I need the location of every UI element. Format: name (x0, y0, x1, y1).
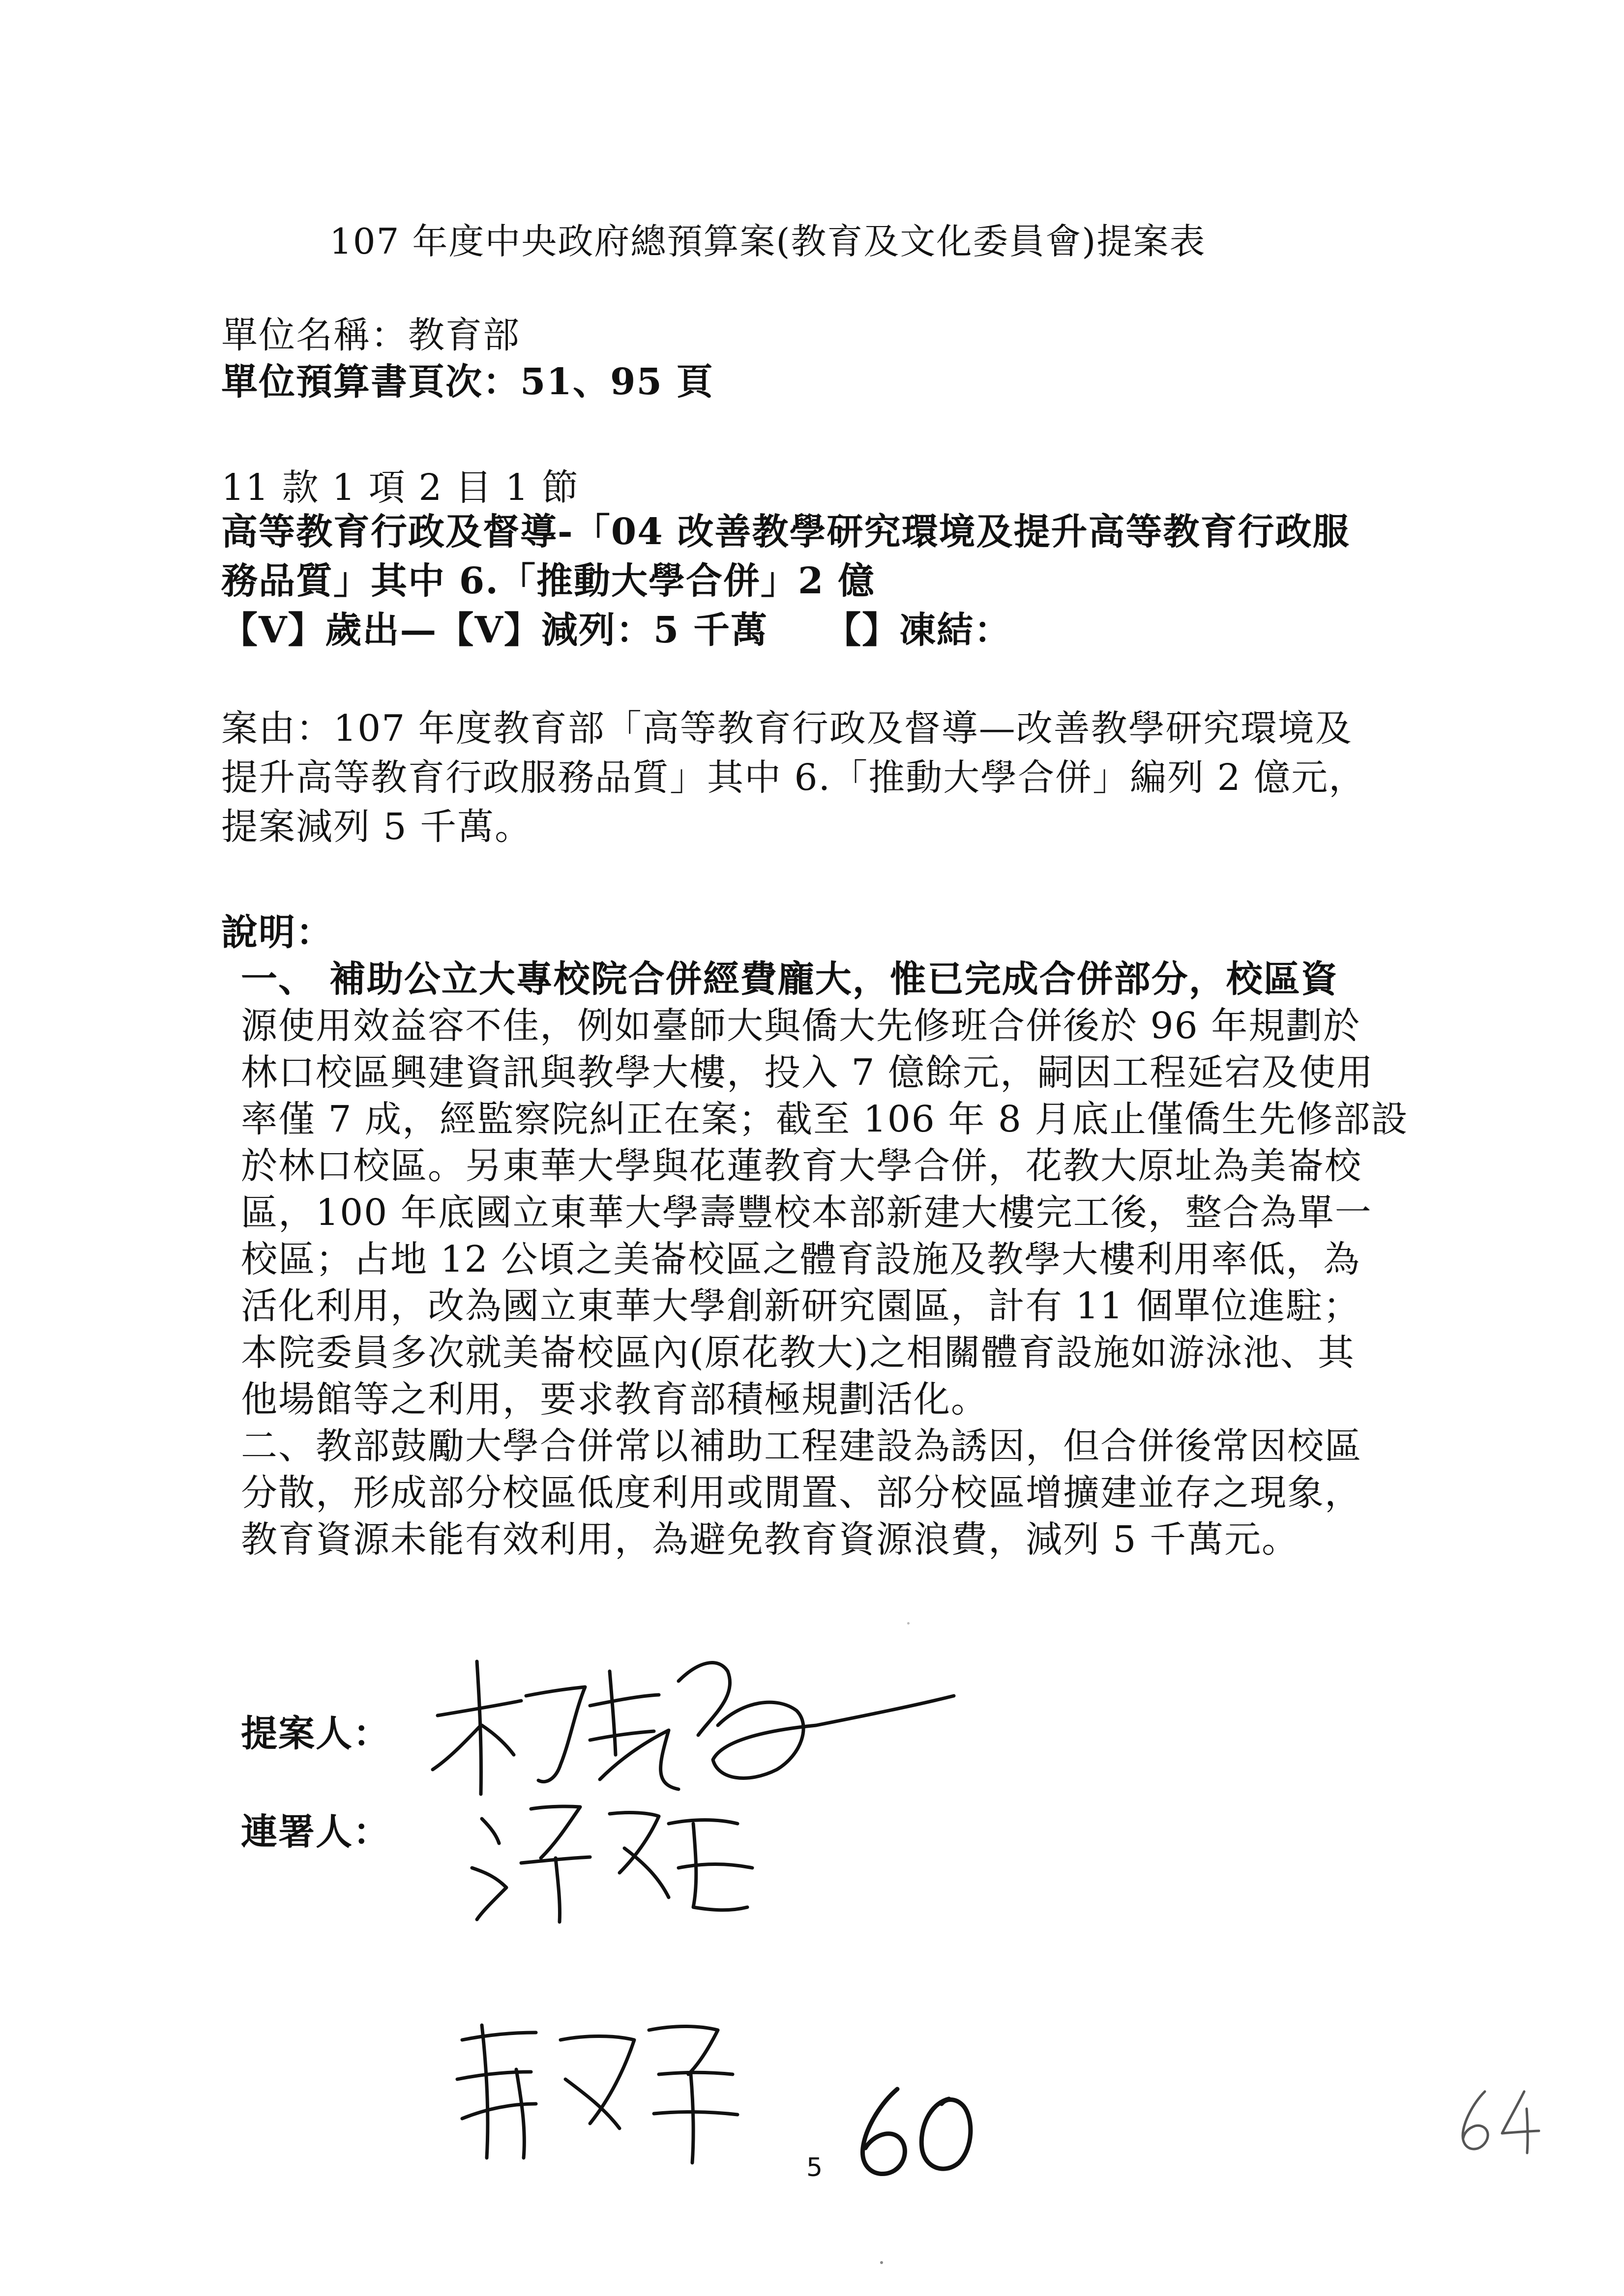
explain-line: 於林口校區。另東華大學與花蓮教育大學合併，花教大原址為美崙校 (241, 1145, 1362, 1187)
proposer-label: 提案人： (241, 1713, 390, 1755)
action-line: 【V】歲出—【V】減列：5 千萬 【】凍結： (221, 609, 1012, 651)
explain-line: 一、 補助公立大專校院合併經費龐大，惟已完成合併部分，校區資 (241, 958, 1338, 1000)
explain-line: 活化利用，改為國立東華大學創新研究園區，計有 11 個單位進駐； (241, 1285, 1361, 1327)
explain-line: 林口校區興建資訊與教學大樓，投入 7 億餘元，嗣因工程延宕及使用 (241, 1051, 1374, 1094)
proposer-signature (423, 1642, 964, 1811)
explain-line: 率僅 7 成，經監察院糾正在案；截至 106 年 8 月底止僅僑生先修部設 (241, 1098, 1409, 1140)
explain-header: 說明： (221, 911, 333, 954)
reason-line: 提升高等教育行政服務品質」其中 6.「推動大學合併」編列 2 億元， (221, 756, 1366, 799)
cosigner-signature-1 (462, 1789, 767, 1929)
explain-line: 分散，形成部分校區低度利用或閒置、部分校區增擴建並存之現象， (241, 1472, 1362, 1514)
item-line-1: 高等教育行政及督導-「04 改善教學研究環境及提升高等教育行政服 (221, 511, 1350, 553)
explain-line: 教育資源未能有效利用，為避免教育資源浪費，減列 5 千萬元。 (241, 1518, 1299, 1561)
cosigner-signature-2 (443, 2010, 757, 2175)
reason-line: 提案減列 5 千萬。 (221, 806, 532, 848)
explain-line: 源使用效益容不佳，例如臺師大與僑大先修班合併後於 96 年規劃於 (241, 1005, 1361, 1047)
document-title: 107 年度中央政府總預算案(教育及文化委員會)提案表 (329, 221, 1206, 262)
page-number: 5 (806, 2153, 823, 2182)
corner-handwritten-number (1455, 2084, 1544, 2160)
handwritten-number (851, 2079, 988, 2184)
cosigner-label: 連署人： (241, 1811, 390, 1853)
section-code: 11 款 1 項 2 目 1 節 (221, 466, 580, 509)
reason-line: 案由：107 年度教育部「高等教育行政及督導—改善教學研究環境及 (221, 707, 1353, 750)
explain-line: 區，100 年底國立東華大學壽豐校本部新建大樓完工後，整合為單一 (241, 1192, 1372, 1234)
scan-speck (880, 2261, 883, 2264)
explain-line: 他場館等之利用，要求教育部積極規劃活化。 (241, 1378, 988, 1421)
explain-line: 二、教部鼓勵大學合併常以補助工程建設為誘因，但合併後常因校區 (241, 1425, 1362, 1467)
item-line-2: 務品質」其中 6.「推動大學合併」2 億 (221, 560, 876, 602)
unit-name: 單位名稱：教育部 (221, 314, 520, 356)
explain-line: 校區；占地 12 公頃之美崙校區之體育設施及教學大樓利用率低，為 (241, 1238, 1361, 1280)
explain-line: 本院委員多次就美崙校區內(原花教大)之相關體育設施如游泳池、其 (241, 1332, 1355, 1374)
budget-pages: 單位預算書頁次：51、95 頁 (221, 361, 714, 403)
scan-speck (907, 1622, 910, 1625)
